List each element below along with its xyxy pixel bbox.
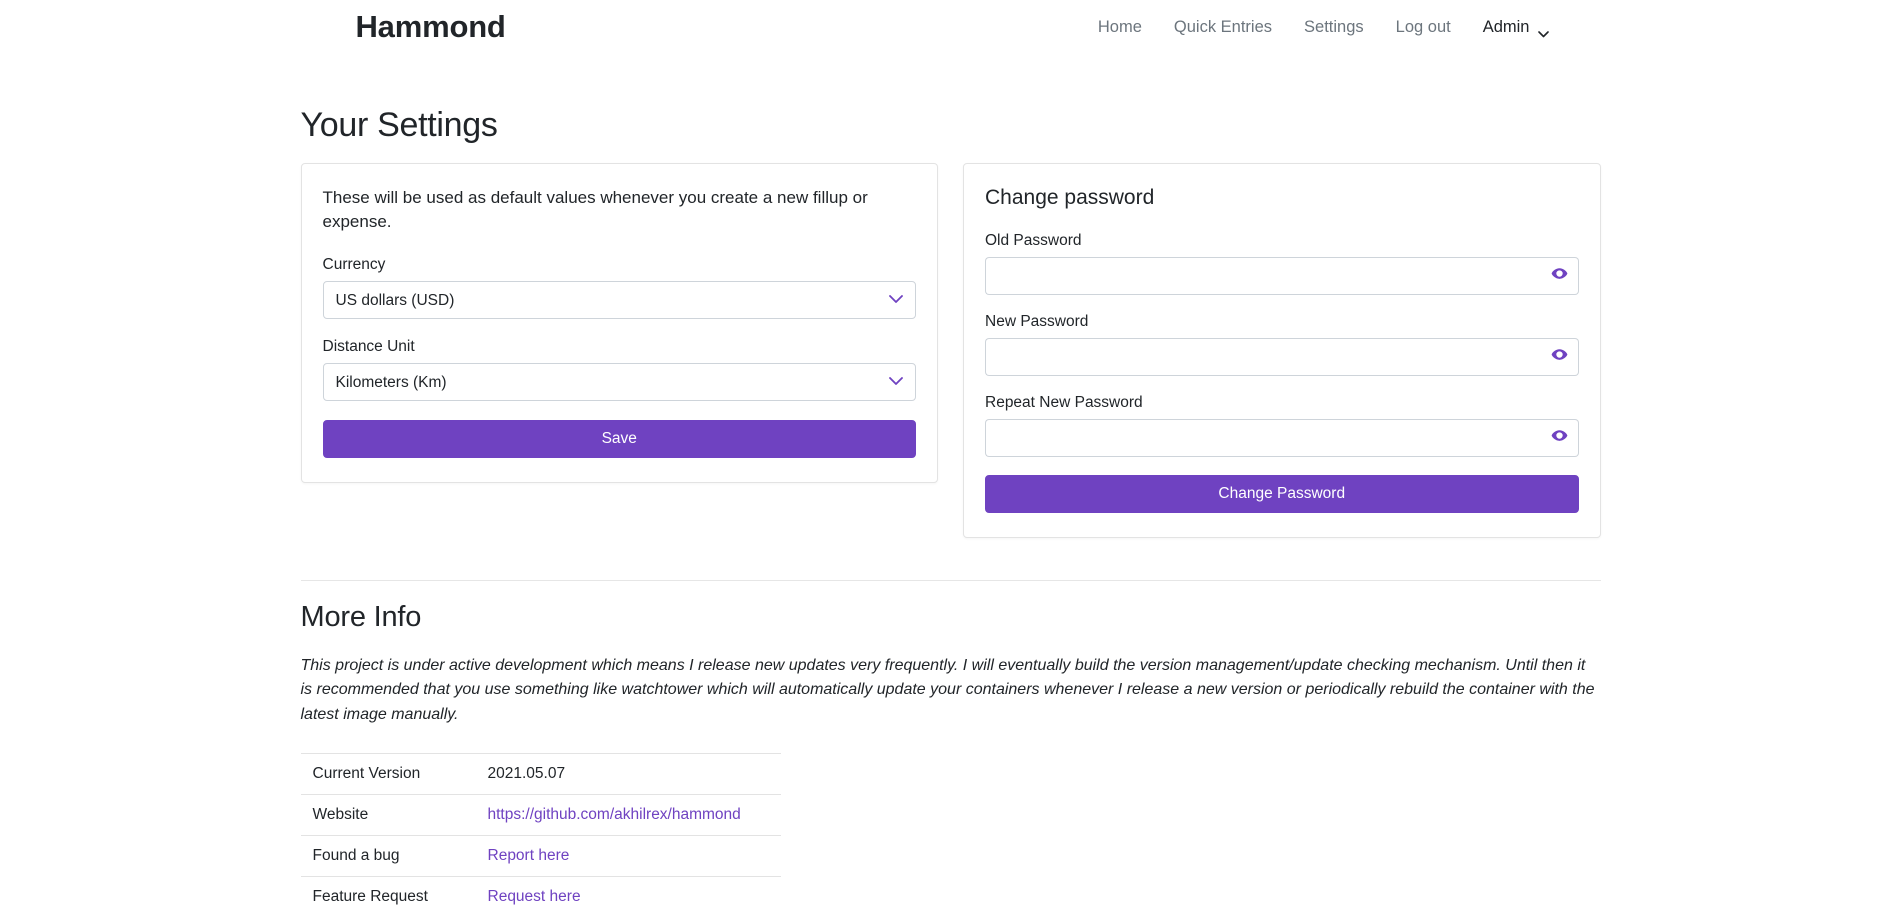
distance-unit-select[interactable] [323,363,917,401]
info-value [476,795,781,836]
more-info-title: More Info [300,601,422,634]
more-info-section [301,580,1601,914]
nav-link-log-out[interactable]: Log out [1395,17,1451,36]
distance-unit-label: Distance Unit [322,338,415,356]
table-row [301,754,781,795]
settings-column [301,163,939,483]
change-password-title: Change password [985,186,1155,210]
chevron-down-icon [1538,24,1549,31]
new-password-group [985,338,1579,376]
currency-select-wrap [323,281,917,319]
currency-label: Currency [322,256,386,274]
old-password-input[interactable] [985,257,1541,295]
old-password-group [985,257,1579,295]
repeat-new-password-group [985,419,1579,457]
report-bug-link[interactable]: Report here [487,847,570,865]
info-key: Current Version [301,754,476,795]
page-title: Your Settings [300,106,498,145]
repeat-password-reveal-button[interactable] [1541,419,1579,457]
new-password-label: New Password [985,313,1089,331]
feature-request-link[interactable]: Request here [487,888,581,906]
more-info-text: This project is under active development which means I release new updates very frequently. I will eventually build the version management/update checking mechanism. Until then it is recommended that you use something like watchtower which will automatically update your containers whenever I release a new version or periodically rebuild the container with the latest image manually. [300,657,1595,723]
info-value: 2021.05.07 [476,754,781,795]
info-value [476,877,781,914]
table-row [301,836,781,877]
info-value [476,836,781,877]
nav-link-quick-entries[interactable]: Quick Entries [1173,17,1273,36]
page-scrollbar[interactable] [1887,0,1901,914]
nav-link-settings[interactable]: Settings [1304,17,1364,36]
repeat-new-password-input[interactable] [985,419,1541,457]
eye-icon [1551,346,1568,368]
change-password-card [963,163,1601,538]
info-key: Website [301,795,476,836]
defaults-card-lead: These will be used as default values whenever you create a new fillup or expense. [322,188,868,232]
nav-link-home[interactable]: Home [1097,17,1142,36]
nav-links [1082,12,1601,43]
brand-logo[interactable]: Hammond [355,9,506,44]
currency-select[interactable] [323,281,917,319]
new-password-input[interactable] [985,338,1541,376]
info-key: Found a bug [301,836,476,877]
eye-icon [1551,265,1568,287]
nav-dropdown-label: Admin [1482,17,1530,36]
old-password-label: Old Password [985,232,1082,250]
defaults-card [301,163,939,483]
old-password-reveal-button[interactable] [1541,257,1579,295]
table-row [301,877,781,914]
info-table [301,753,781,914]
eye-icon [1551,427,1568,449]
info-key: Feature Request [301,877,476,914]
main-container [301,106,1601,914]
settings-row [301,163,1601,538]
distance-unit-select-wrap [323,363,917,401]
new-password-reveal-button[interactable] [1541,338,1579,376]
website-link[interactable]: https://github.com/akhilrex/hammond [487,806,741,824]
repeat-new-password-label: Repeat New Password [985,394,1143,412]
top-navbar [301,0,1601,54]
nav-dropdown-admin[interactable] [1467,12,1561,43]
change-password-button[interactable]: Change Password [985,475,1579,513]
save-button[interactable]: Save [323,420,917,458]
table-row [301,795,781,836]
password-column [963,163,1601,538]
